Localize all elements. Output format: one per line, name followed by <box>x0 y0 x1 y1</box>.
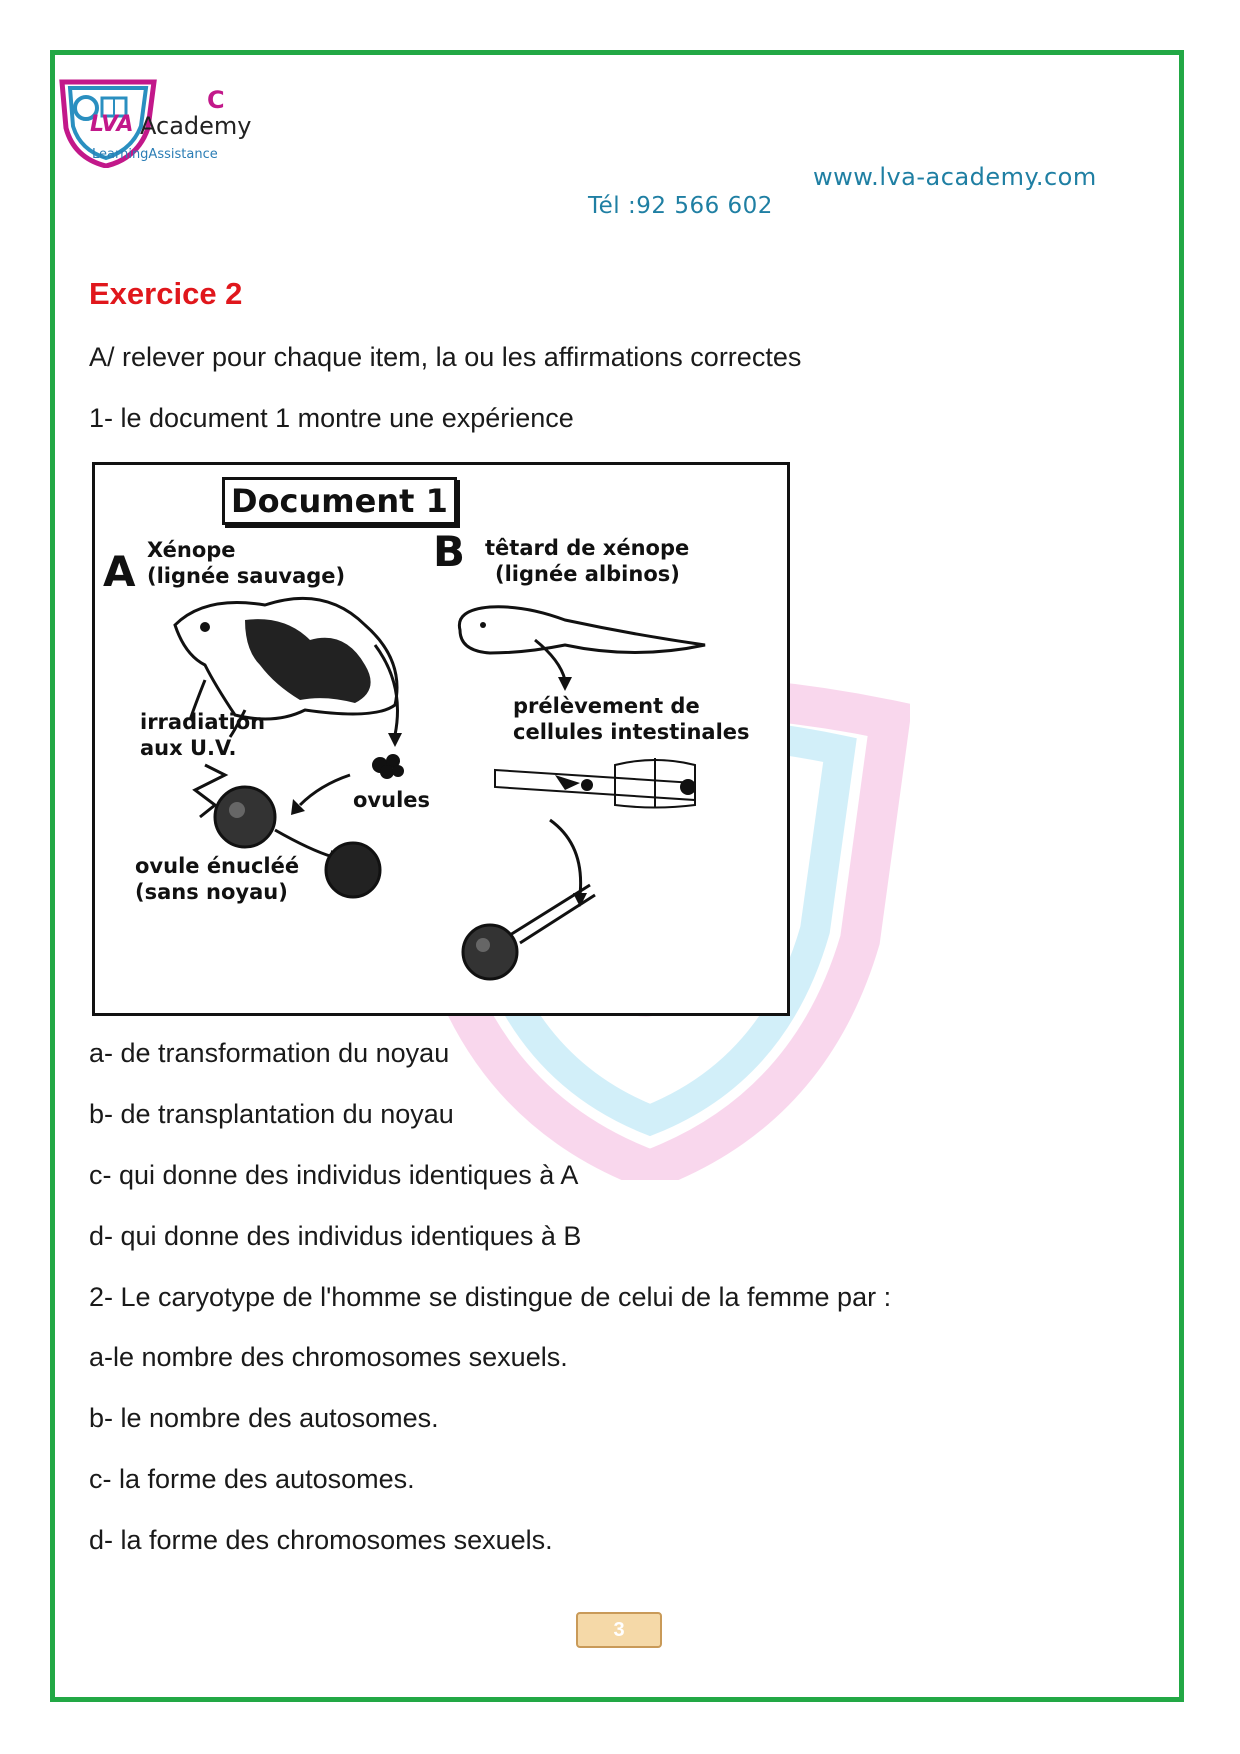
q2-option-a: a-le nombre des chromosomes sexuels. <box>89 1342 568 1372</box>
question-1-stem: 1- le document 1 montre une expérience <box>89 403 574 433</box>
logo-academy-text: Academy <box>140 112 252 140</box>
q1-option-c: c- qui donne des individus identiques à A <box>89 1160 579 1190</box>
label-irradiation: irradiation aux U.V. <box>140 710 266 760</box>
q1-option-a: a- de transformation du noyau <box>89 1038 450 1068</box>
logo-lva-text: LVA <box>90 112 134 137</box>
q1-option-b: b- de transplantation du noyau <box>89 1099 454 1129</box>
q1-option-d: d- qui donne des individus identiques à B <box>89 1221 582 1251</box>
logo-tagline: LearningAssistance <box>92 147 218 162</box>
figure-letter-b: B <box>433 527 466 576</box>
label-xenope: Xénope (lignée sauvage) <box>147 538 346 588</box>
figure-letter-a: A <box>103 547 136 596</box>
logo-c-text: C <box>207 86 225 114</box>
document-1-figure <box>92 462 790 1016</box>
phone-number: Tél :92 566 602 <box>588 193 773 219</box>
q2-option-c: c- la forme des autosomes. <box>89 1464 415 1494</box>
label-enucleated-egg: ovule énucléé (sans noyau) <box>135 854 300 904</box>
exercise-instruction: A/ relever pour chaque item, la ou les affirmations correctes <box>89 342 802 372</box>
q2-option-b: b- le nombre des autosomes. <box>89 1403 439 1433</box>
page-number-badge: 3 <box>576 1612 662 1648</box>
label-tetard: têtard de xénope (lignée albinos) <box>485 536 690 586</box>
q2-option-d: d- la forme des chromosomes sexuels. <box>89 1525 553 1555</box>
website-link[interactable]: www.lva-academy.com <box>813 163 1097 191</box>
label-sampling: prélèvement de cellules intestinales <box>513 694 750 744</box>
figure-title: Document 1 <box>222 477 457 525</box>
exercise-title: Exercice 2 <box>89 276 243 311</box>
question-2-stem: 2- Le caryotype de l'homme se distingue de celui de la femme par : <box>89 1282 892 1312</box>
label-ovules: ovules <box>353 788 431 812</box>
